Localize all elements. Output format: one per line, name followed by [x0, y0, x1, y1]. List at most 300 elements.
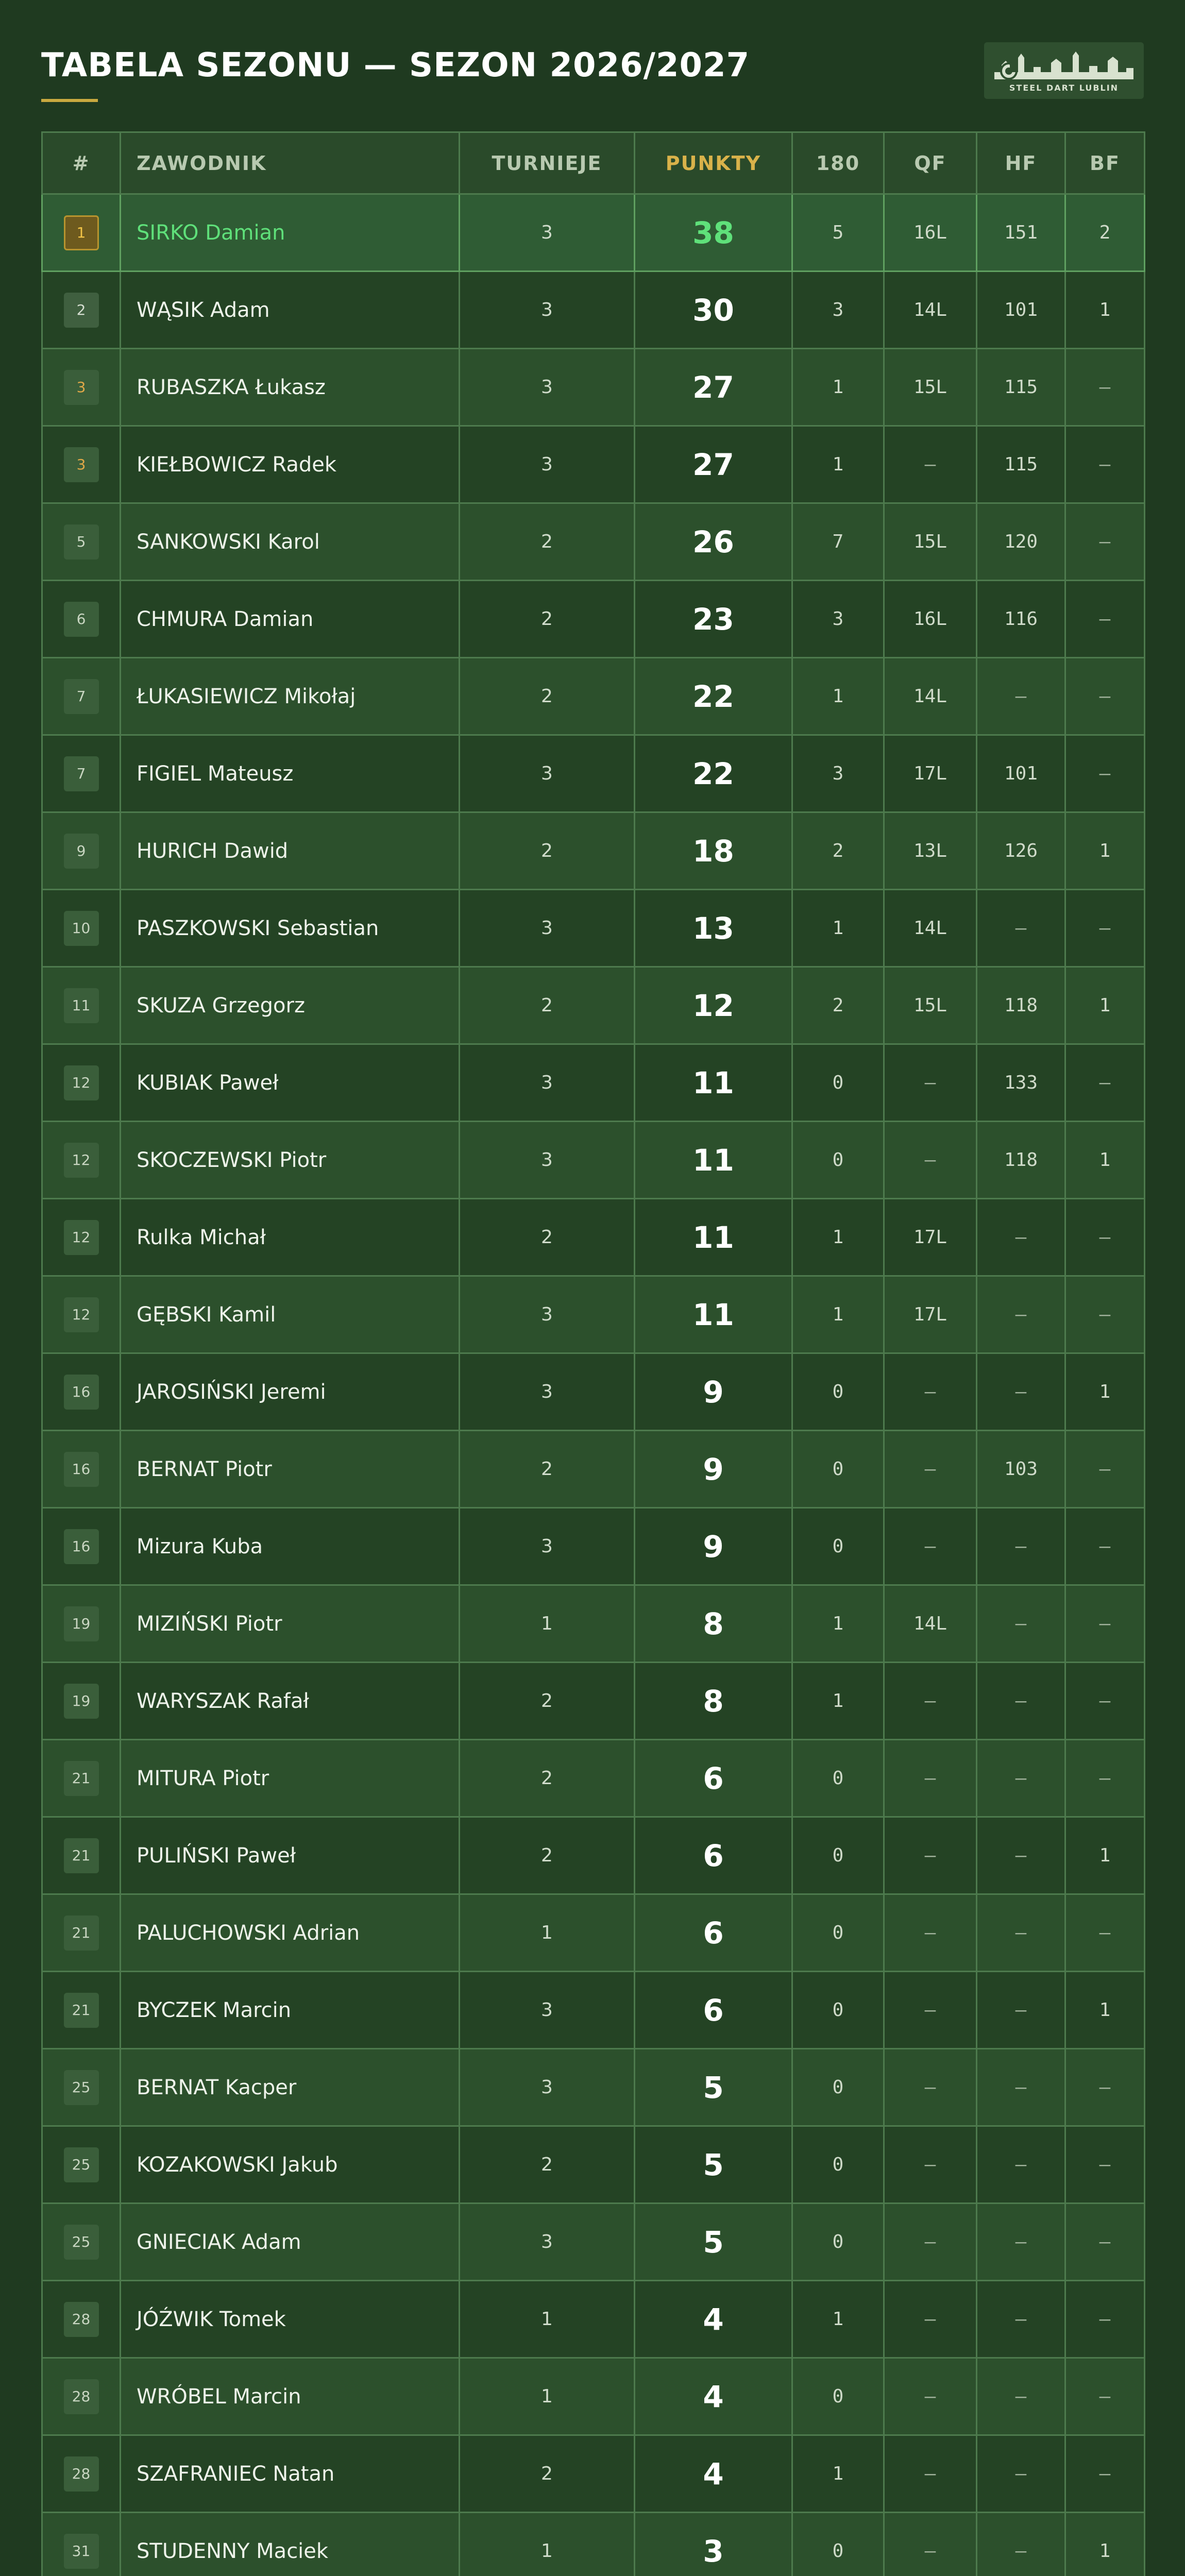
rank-badge: 12	[64, 1220, 99, 1255]
hf-value: –	[977, 2435, 1065, 2513]
table-row	[42, 1276, 1145, 1353]
tournaments-count: 2	[460, 2435, 635, 2513]
rank-badge: 21	[64, 1916, 99, 1951]
player-name: MIZIŃSKI Piotr	[121, 1585, 460, 1663]
qf-value: –	[884, 1508, 977, 1585]
points-value: 6	[635, 1972, 792, 2049]
count-180: 0	[792, 2204, 884, 2281]
rank-cell	[42, 2281, 121, 2358]
qf-value: –	[884, 1044, 977, 1122]
tournaments-count: 3	[460, 890, 635, 967]
points-value: 18	[635, 812, 792, 890]
qf-value: –	[884, 426, 977, 503]
player-name: PASZKOWSKI Sebastian	[121, 890, 460, 967]
hf-value: –	[977, 1894, 1065, 1972]
table-row	[42, 890, 1145, 967]
count-180: 0	[792, 1431, 884, 1508]
tournaments-count: 3	[460, 1044, 635, 1122]
hf-value: –	[977, 2281, 1065, 2358]
player-name: Rulka Michał	[121, 1199, 460, 1276]
table-row	[42, 1199, 1145, 1276]
bf-value: –	[1065, 581, 1145, 658]
table-row	[42, 1122, 1145, 1199]
bf-value: 2	[1065, 194, 1145, 272]
qf-value: 15L	[884, 349, 977, 426]
hf-value: –	[977, 2513, 1065, 2576]
count-180: 3	[792, 735, 884, 812]
points-value: 9	[635, 1353, 792, 1431]
points-value: 30	[635, 272, 792, 349]
col-header-180: 180	[792, 132, 884, 194]
player-name: SKUZA Grzegorz	[121, 967, 460, 1044]
hf-value: 120	[977, 503, 1065, 581]
table-header-row	[42, 132, 1145, 194]
tournaments-count: 3	[460, 1972, 635, 2049]
points-value: 8	[635, 1585, 792, 1663]
tournaments-count: 2	[460, 1199, 635, 1276]
qf-value: 16L	[884, 581, 977, 658]
bf-value: –	[1065, 1276, 1145, 1353]
table-row	[42, 2435, 1145, 2513]
tournaments-count: 3	[460, 2204, 635, 2281]
points-value: 6	[635, 1817, 792, 1894]
tournaments-count: 3	[460, 272, 635, 349]
bf-value: –	[1065, 890, 1145, 967]
points-value: 22	[635, 735, 792, 812]
player-name: GNIECIAK Adam	[121, 2204, 460, 2281]
rank-badge: 10	[64, 911, 99, 946]
qf-value: –	[884, 1894, 977, 1972]
hf-value: –	[977, 1276, 1065, 1353]
hf-value: 118	[977, 1122, 1065, 1199]
col-header-bf: BF	[1065, 132, 1145, 194]
player-name: KIEŁBOWICZ Radek	[121, 426, 460, 503]
tournaments-count: 1	[460, 2358, 635, 2435]
count-180: 1	[792, 1663, 884, 1740]
rank-cell	[42, 1199, 121, 1276]
qf-value: 14L	[884, 272, 977, 349]
bf-value: –	[1065, 1894, 1145, 1972]
rank-cell	[42, 2049, 121, 2126]
count-180: 0	[792, 2513, 884, 2576]
hf-value: 118	[977, 967, 1065, 1044]
table-row	[42, 194, 1145, 272]
count-180: 0	[792, 1508, 884, 1585]
table-row	[42, 272, 1145, 349]
hf-value: –	[977, 2049, 1065, 2126]
qf-value: 15L	[884, 503, 977, 581]
tournaments-count: 3	[460, 1276, 635, 1353]
points-value: 26	[635, 503, 792, 581]
player-name: PALUCHOWSKI Adrian	[121, 1894, 460, 1972]
hf-value: –	[977, 2126, 1065, 2204]
table-row	[42, 2049, 1145, 2126]
count-180: 1	[792, 1199, 884, 1276]
rank-badge: 16	[64, 1529, 99, 1564]
tournaments-count: 2	[460, 1663, 635, 1740]
player-name: ŁUKASIEWICZ Mikołaj	[121, 658, 460, 735]
player-name: FIGIEL Mateusz	[121, 735, 460, 812]
col-header-tournaments: TURNIEJE	[460, 132, 635, 194]
qf-value: –	[884, 1740, 977, 1817]
rank-cell	[42, 2126, 121, 2204]
rank-cell	[42, 581, 121, 658]
hf-value: –	[977, 1972, 1065, 2049]
points-value: 11	[635, 1044, 792, 1122]
qf-value: 14L	[884, 890, 977, 967]
tournaments-count: 2	[460, 2126, 635, 2204]
title-underline	[41, 99, 98, 102]
qf-value: 17L	[884, 1276, 977, 1353]
qf-value: –	[884, 1431, 977, 1508]
bf-value: 1	[1065, 1353, 1145, 1431]
qf-value: –	[884, 1353, 977, 1431]
tournaments-count: 3	[460, 1508, 635, 1585]
points-value: 11	[635, 1276, 792, 1353]
table-row	[42, 1663, 1145, 1740]
tournaments-count: 1	[460, 2281, 635, 2358]
tournaments-count: 3	[460, 735, 635, 812]
bf-value: –	[1065, 735, 1145, 812]
rank-cell	[42, 2513, 121, 2576]
tournaments-count: 1	[460, 1585, 635, 1663]
table-row	[42, 1585, 1145, 1663]
rank-cell	[42, 1740, 121, 1817]
table-row	[42, 1353, 1145, 1431]
qf-value: –	[884, 1817, 977, 1894]
col-header-qf: QF	[884, 132, 977, 194]
points-value: 22	[635, 658, 792, 735]
count-180: 1	[792, 2435, 884, 2513]
qf-value: –	[884, 1122, 977, 1199]
points-value: 5	[635, 2126, 792, 2204]
rank-cell	[42, 1122, 121, 1199]
rank-badge: 1	[64, 215, 99, 250]
player-name: BERNAT Piotr	[121, 1431, 460, 1508]
player-name: BERNAT Kacper	[121, 2049, 460, 2126]
player-name: KOZAKOWSKI Jakub	[121, 2126, 460, 2204]
tournaments-count: 3	[460, 349, 635, 426]
hf-value: 101	[977, 735, 1065, 812]
bf-value: –	[1065, 2049, 1145, 2126]
rank-cell	[42, 1276, 121, 1353]
bf-value: 1	[1065, 2513, 1145, 2576]
hf-value: 151	[977, 194, 1065, 272]
rank-cell	[42, 890, 121, 967]
player-name: Mizura Kuba	[121, 1508, 460, 1585]
player-name: JAROSIŃSKI Jeremi	[121, 1353, 460, 1431]
qf-value: –	[884, 2435, 977, 2513]
rank-badge: 25	[64, 2225, 99, 2260]
count-180: 1	[792, 426, 884, 503]
count-180: 7	[792, 503, 884, 581]
rank-badge: 12	[64, 1065, 99, 1100]
points-value: 11	[635, 1199, 792, 1276]
hf-value: –	[977, 1817, 1065, 1894]
rank-badge: 3	[64, 370, 99, 405]
tournaments-count: 2	[460, 967, 635, 1044]
points-value: 13	[635, 890, 792, 967]
bf-value: –	[1065, 503, 1145, 581]
table-row	[42, 2358, 1145, 2435]
rank-badge: 21	[64, 1993, 99, 2028]
rank-cell	[42, 1894, 121, 1972]
table-row	[42, 1972, 1145, 2049]
rank-cell	[42, 1585, 121, 1663]
page-header	[41, 46, 1144, 103]
rank-cell	[42, 1508, 121, 1585]
col-header-hf: HF	[977, 132, 1065, 194]
table-row	[42, 2513, 1145, 2576]
rank-cell	[42, 1817, 121, 1894]
table-body	[42, 194, 1145, 2576]
hf-value: 101	[977, 272, 1065, 349]
player-name: KUBIAK Paweł	[121, 1044, 460, 1122]
qf-value: 16L	[884, 194, 977, 272]
bf-value: –	[1065, 1044, 1145, 1122]
table-row	[42, 812, 1145, 890]
bf-value: 1	[1065, 272, 1145, 349]
count-180: 0	[792, 1894, 884, 1972]
hf-value: 103	[977, 1431, 1065, 1508]
player-name: CHMURA Damian	[121, 581, 460, 658]
points-value: 11	[635, 1122, 792, 1199]
rank-cell	[42, 503, 121, 581]
hf-value: –	[977, 1353, 1065, 1431]
count-180: 3	[792, 581, 884, 658]
hf-value: –	[977, 1585, 1065, 1663]
qf-value: 17L	[884, 1199, 977, 1276]
table-row	[42, 1044, 1145, 1122]
points-value: 4	[635, 2435, 792, 2513]
bf-value: –	[1065, 1740, 1145, 1817]
tournaments-count: 3	[460, 194, 635, 272]
bf-value: 1	[1065, 1122, 1145, 1199]
rank-cell	[42, 1663, 121, 1740]
hf-value: 126	[977, 812, 1065, 890]
qf-value: –	[884, 2049, 977, 2126]
tournaments-count: 3	[460, 1353, 635, 1431]
points-value: 8	[635, 1663, 792, 1740]
hf-value: –	[977, 890, 1065, 967]
tournaments-count: 1	[460, 1894, 635, 1972]
table-row	[42, 2126, 1145, 2204]
points-value: 23	[635, 581, 792, 658]
player-name: SANKOWSKI Karol	[121, 503, 460, 581]
bf-value: –	[1065, 1585, 1145, 1663]
tournaments-count: 2	[460, 1817, 635, 1894]
qf-value: –	[884, 2513, 977, 2576]
table-row	[42, 2204, 1145, 2281]
tournaments-count: 2	[460, 812, 635, 890]
bf-value: –	[1065, 1508, 1145, 1585]
bf-value: –	[1065, 2204, 1145, 2281]
hf-value: 115	[977, 349, 1065, 426]
bf-value: –	[1065, 2358, 1145, 2435]
tournaments-count: 2	[460, 503, 635, 581]
hf-value: –	[977, 2204, 1065, 2281]
tournaments-count: 2	[460, 581, 635, 658]
count-180: 0	[792, 2126, 884, 2204]
player-name: BYCZEK Marcin	[121, 1972, 460, 2049]
bf-value: –	[1065, 349, 1145, 426]
tournaments-count: 2	[460, 1431, 635, 1508]
points-value: 5	[635, 2204, 792, 2281]
qf-value: 14L	[884, 658, 977, 735]
count-180: 0	[792, 2358, 884, 2435]
rank-cell	[42, 967, 121, 1044]
points-value: 27	[635, 426, 792, 503]
hf-value: 133	[977, 1044, 1065, 1122]
table-row	[42, 1740, 1145, 1817]
player-name: JÓŹWIK Tomek	[121, 2281, 460, 2358]
count-180: 1	[792, 2281, 884, 2358]
table-row	[42, 1431, 1145, 1508]
count-180: 0	[792, 1122, 884, 1199]
qf-value: –	[884, 2204, 977, 2281]
rank-badge: 19	[64, 1606, 99, 1641]
count-180: 0	[792, 1817, 884, 1894]
rank-cell	[42, 1044, 121, 1122]
qf-value: –	[884, 2358, 977, 2435]
rank-badge: 16	[64, 1375, 99, 1410]
rank-badge: 25	[64, 2147, 99, 2182]
bf-value: –	[1065, 2126, 1145, 2204]
rank-badge: 19	[64, 1684, 99, 1719]
hf-value: –	[977, 2358, 1065, 2435]
qf-value: 13L	[884, 812, 977, 890]
count-180: 0	[792, 1044, 884, 1122]
rank-badge: 11	[64, 988, 99, 1023]
points-value: 12	[635, 967, 792, 1044]
points-value: 3	[635, 2513, 792, 2576]
player-name: HURICH Dawid	[121, 812, 460, 890]
table-row	[42, 1508, 1145, 1585]
points-value: 9	[635, 1431, 792, 1508]
hf-value: 115	[977, 426, 1065, 503]
count-180: 0	[792, 1740, 884, 1817]
rank-badge: 28	[64, 2379, 99, 2414]
tournaments-count: 3	[460, 1122, 635, 1199]
player-name: MITURA Piotr	[121, 1740, 460, 1817]
player-name: PULIŃSKI Paweł	[121, 1817, 460, 1894]
count-180: 5	[792, 194, 884, 272]
rank-badge: 7	[64, 679, 99, 714]
table-row	[42, 349, 1145, 426]
count-180: 1	[792, 658, 884, 735]
page-title: TABELA SEZONU — SEZON 2026/2027	[41, 46, 750, 84]
rank-badge: 5	[64, 524, 99, 560]
rank-badge: 31	[64, 2534, 99, 2569]
rank-badge: 21	[64, 1761, 99, 1796]
player-name: WĄSIK Adam	[121, 272, 460, 349]
bf-value: –	[1065, 2435, 1145, 2513]
count-180: 3	[792, 272, 884, 349]
rank-cell	[42, 658, 121, 735]
table-row	[42, 658, 1145, 735]
table-row	[42, 581, 1145, 658]
col-header-points: PUNKTY	[635, 132, 792, 194]
rank-cell	[42, 349, 121, 426]
qf-value: –	[884, 1972, 977, 2049]
count-180: 1	[792, 349, 884, 426]
points-value: 38	[635, 194, 792, 272]
bf-value: –	[1065, 426, 1145, 503]
table-row	[42, 2281, 1145, 2358]
table-row	[42, 1817, 1145, 1894]
rank-badge: 28	[64, 2302, 99, 2337]
player-name: GĘBSKI Kamil	[121, 1276, 460, 1353]
rank-badge: 12	[64, 1297, 99, 1332]
rank-cell	[42, 2204, 121, 2281]
count-180: 2	[792, 967, 884, 1044]
rank-cell	[42, 194, 121, 272]
qf-value: –	[884, 1663, 977, 1740]
rank-cell	[42, 1431, 121, 1508]
count-180: 1	[792, 1585, 884, 1663]
count-180: 1	[792, 1276, 884, 1353]
season-ranking-table	[41, 131, 1145, 2576]
tournaments-count: 3	[460, 426, 635, 503]
col-header-player: ZAWODNIK	[121, 132, 460, 194]
player-name: WRÓBEL Marcin	[121, 2358, 460, 2435]
player-name: SIRKO Damian	[121, 194, 460, 272]
count-180: 2	[792, 812, 884, 890]
table-row	[42, 426, 1145, 503]
rank-badge: 12	[64, 1143, 99, 1178]
table-row	[42, 735, 1145, 812]
points-value: 9	[635, 1508, 792, 1585]
tournaments-count: 2	[460, 1740, 635, 1817]
player-name: RUBASZKA Łukasz	[121, 349, 460, 426]
rank-badge: 2	[64, 293, 99, 328]
rank-badge: 25	[64, 2070, 99, 2105]
rank-cell	[42, 735, 121, 812]
rank-badge: 9	[64, 834, 99, 869]
rank-cell	[42, 272, 121, 349]
bf-value: –	[1065, 658, 1145, 735]
player-name: SKOCZEWSKI Piotr	[121, 1122, 460, 1199]
rank-cell	[42, 1353, 121, 1431]
qf-value: 14L	[884, 1585, 977, 1663]
qf-value: 15L	[884, 967, 977, 1044]
qf-value: –	[884, 2281, 977, 2358]
table-row	[42, 1894, 1145, 1972]
bf-value: 1	[1065, 812, 1145, 890]
qf-value: –	[884, 2126, 977, 2204]
rank-badge: 28	[64, 2456, 99, 2492]
rank-badge: 21	[64, 1838, 99, 1873]
points-value: 5	[635, 2049, 792, 2126]
table-row	[42, 967, 1145, 1044]
hf-value: –	[977, 1199, 1065, 1276]
count-180: 0	[792, 1353, 884, 1431]
qf-value: 17L	[884, 735, 977, 812]
rank-cell	[42, 1972, 121, 2049]
rank-badge: 3	[64, 447, 99, 482]
count-180: 1	[792, 890, 884, 967]
count-180: 0	[792, 2049, 884, 2126]
rank-cell	[42, 2435, 121, 2513]
bf-value: –	[1065, 2281, 1145, 2358]
bf-value: 1	[1065, 967, 1145, 1044]
points-value: 6	[635, 1894, 792, 1972]
tournaments-count: 2	[460, 658, 635, 735]
bf-value: 1	[1065, 1817, 1145, 1894]
points-value: 4	[635, 2358, 792, 2435]
hf-value: –	[977, 1663, 1065, 1740]
points-value: 4	[635, 2281, 792, 2358]
